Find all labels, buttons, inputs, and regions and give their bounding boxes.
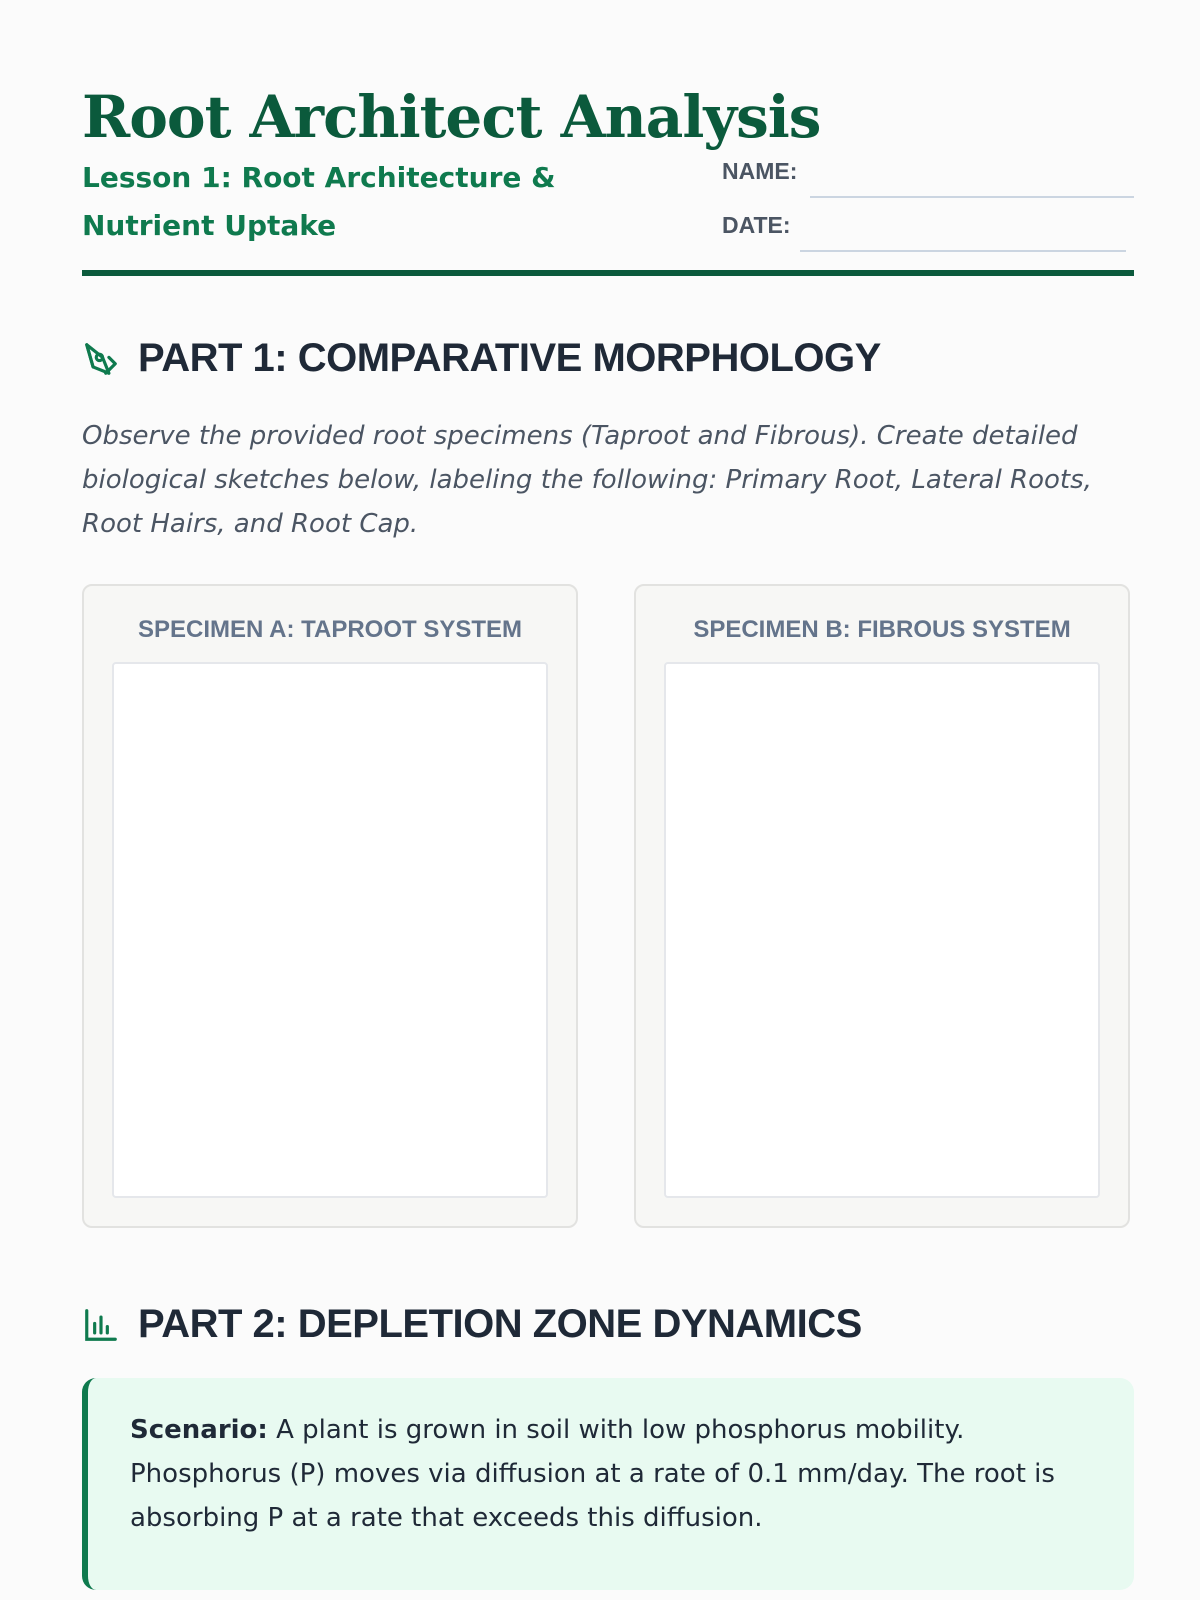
part2-title: PART 2: DEPLETION ZONE DYNAMICS	[138, 1302, 862, 1346]
name-label: NAME:	[722, 158, 798, 184]
name-line[interactable]	[810, 196, 1134, 198]
date-label: DATE:	[722, 212, 791, 238]
page-title: Root Architect Analysis	[82, 83, 821, 151]
pen-nib-icon	[82, 340, 120, 378]
lesson-subtitle: Lesson 1: Root Architecture & Nutrient Uptake	[82, 161, 556, 242]
part1-heading	[82, 336, 881, 381]
specimen-a-panel	[82, 584, 578, 1228]
specimen-a-label: SPECIMEN A: TAPROOT SYSTEM	[137, 616, 523, 643]
scenario-text: A plant is grown in soil with low phosphorus mobility. Phosphorus (P) moves via diffusion at a rate of 0.1 mm/day. The root is absorbing P at a rate that exceeds this diffusion.	[130, 1415, 1055, 1533]
specimen-b-sketch-area[interactable]	[664, 662, 1100, 1198]
specimen-b-panel	[634, 584, 1130, 1228]
header	[82, 83, 1134, 242]
name-field[interactable]	[722, 150, 1134, 204]
scenario-box	[82, 1378, 1134, 1590]
header-divider	[82, 270, 1134, 276]
scenario-label: Scenario:	[130, 1415, 268, 1445]
date-field[interactable]	[722, 204, 1134, 258]
part2-heading	[82, 1302, 862, 1347]
part1-title: PART 1: COMPARATIVE MORPHOLOGY	[138, 336, 881, 380]
date-line[interactable]	[800, 250, 1126, 252]
part1-instructions: Observe the provided root specimens (Taproot and Fibrous). Create detailed biological sketches below, labeling the following: Primary Root, Lateral Roots, Root Hairs, and Root Cap.	[82, 421, 1092, 539]
specimen-a-sketch-area[interactable]	[112, 662, 548, 1198]
bar-chart-icon	[82, 1306, 120, 1344]
student-fields	[722, 150, 1134, 258]
specimen-b-label: SPECIMEN B: FIBROUS SYSTEM	[693, 616, 1071, 643]
